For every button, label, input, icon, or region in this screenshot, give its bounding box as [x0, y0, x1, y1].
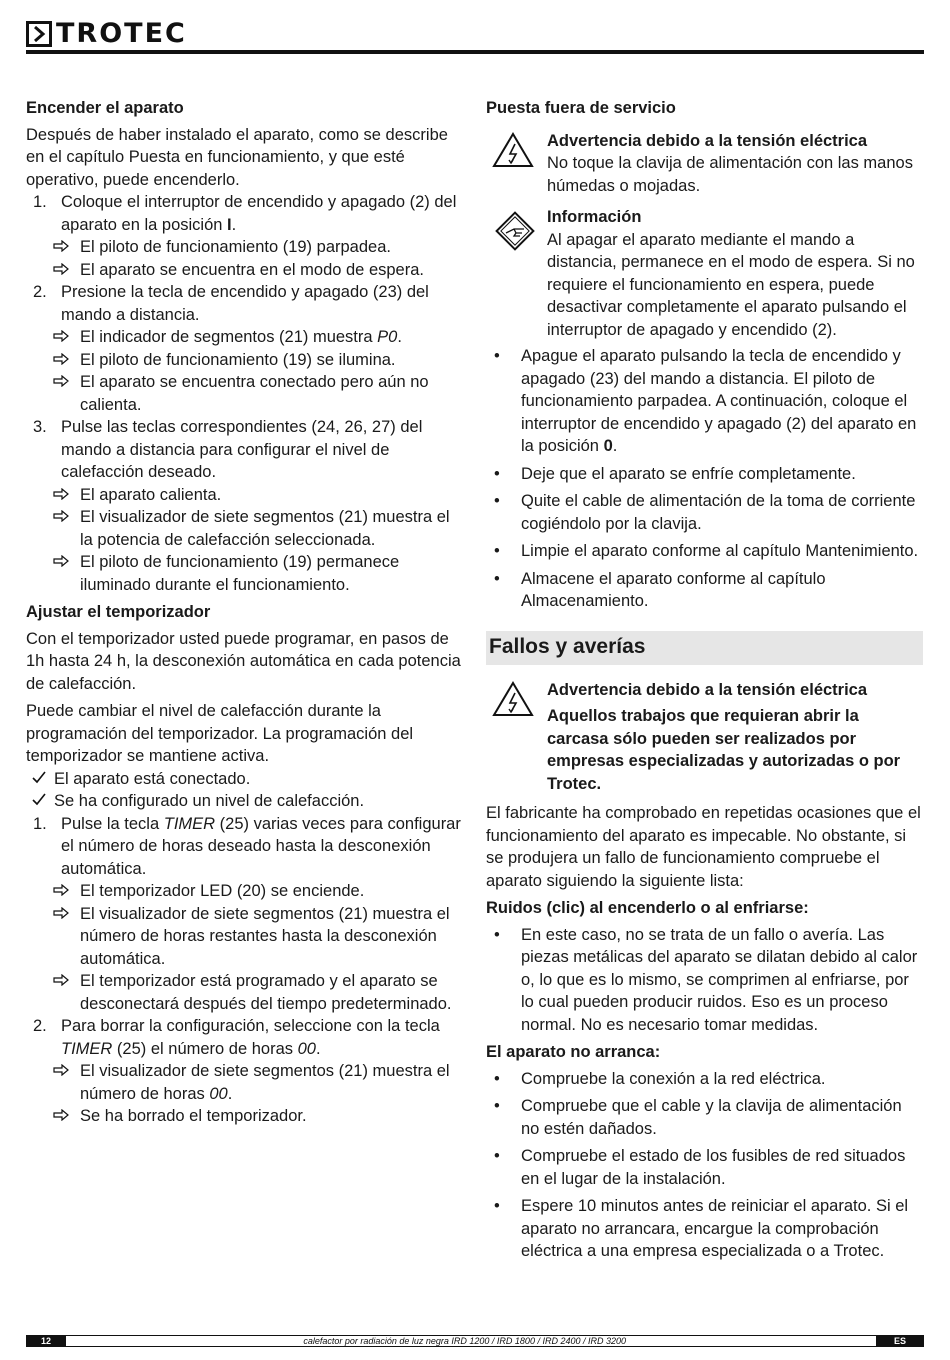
result-text: El temporizador está programado y el aparato se desconectará después del tiempo predeterminado. — [80, 972, 452, 1013]
list-item-text: Limpie el aparato conforme al capítulo Mantenimiento. — [521, 542, 919, 560]
footer-document-title: calefactor por radiación de luz negra IRD 1200 / IRD 1800 / IRD 2400 / IRD 3200 — [66, 1336, 876, 1346]
bullet-icon: • — [494, 1197, 500, 1215]
bullet-icon: • — [494, 347, 500, 365]
warning-notice — [486, 130, 923, 198]
list-item-text: Quite el cable de alimentación de la toma de corriente cogiéndolo por la clavija. — [521, 492, 916, 533]
result-text: El visualizador de siete segmentos (21) muestra el la potencia de calefacción seleccionada. — [80, 508, 450, 549]
result-text: El temporizador LED (20) se enciende. — [80, 882, 365, 900]
step-text — [61, 813, 466, 881]
result-text: El aparato se encuentra en el modo de espera. — [80, 260, 424, 279]
warning-title: Advertencia debido a la tensión eléctrica — [547, 680, 868, 699]
bullet-icon: • — [494, 569, 500, 588]
result-item — [26, 903, 466, 971]
arrow-right-outline-icon — [53, 1060, 80, 1105]
step-number: 1. — [33, 814, 47, 833]
info-text: Al apagar el aparato mediante el mando a distancia, permanece en el modo de espera. Si no requiere el funcionamiento en espera, puede desactivar completamente el aparato pulsando el interruptor de apagado y encendido (2). — [547, 230, 915, 339]
heading-encender: Encender el aparato — [26, 99, 184, 117]
step-text-end: . — [315, 1039, 321, 1058]
step-text-part: Coloque el interruptor de encendido y apagado (2) del aparato en la posición — [61, 193, 457, 234]
precondition-text: El aparato está conectado. — [54, 769, 251, 788]
list-item-text — [521, 345, 923, 458]
result-item — [26, 970, 466, 1015]
left-column — [26, 97, 466, 1128]
info-hand-icon — [486, 206, 547, 341]
step-item — [26, 191, 466, 236]
result-item — [26, 349, 466, 372]
step-number: 2. — [33, 283, 47, 301]
paragraph: Con el temporizador usted puede programar, en pasos de 1h hasta 24 h, la desconexión automática en cada potencia de calefacción. — [26, 629, 461, 693]
result-item — [26, 484, 466, 507]
arrow-right-outline-icon — [53, 1105, 80, 1128]
bullet-icon: • — [494, 1147, 500, 1165]
header-divider — [26, 50, 924, 54]
list-item — [486, 1095, 923, 1140]
bullet-icon: • — [494, 1097, 500, 1115]
info-notice — [486, 206, 923, 341]
arrow-right-outline-icon — [53, 326, 80, 349]
list-item — [486, 345, 923, 458]
bullet-icon: • — [494, 542, 500, 560]
list-item — [486, 568, 923, 613]
step-text — [61, 191, 466, 236]
bullet-icon: • — [494, 492, 500, 510]
step-item — [26, 1015, 466, 1060]
warning-notice — [486, 679, 923, 796]
list-item-text: Compruebe que el cable y la clavija de alimentación no estén dañados. — [521, 1097, 902, 1138]
warning-text: Aquellos trabajos que requieran abrir la carcasa sólo pueden ser realizados por empresas especializadas y autorizadas o por Trotec. — [547, 707, 901, 793]
step-number: 2. — [33, 1017, 47, 1035]
list-item — [486, 490, 923, 535]
electric-warning-icon — [486, 130, 547, 198]
step-item — [26, 813, 466, 881]
warning-title: Advertencia debido a la tensión eléctrica — [547, 131, 868, 150]
result-text: El aparato se encuentra conectado pero aún no calienta. — [80, 373, 429, 414]
list-item — [486, 1145, 923, 1190]
step-text-part: (25) varias veces para configurar el número de horas deseado hasta la desconexión automática. — [61, 814, 461, 878]
result-item — [26, 371, 466, 416]
paragraph: Puede cambiar el nivel de calefacción durante la programación del temporizador. La programación del temporizador se mantiene activa. — [26, 702, 414, 765]
list-item — [486, 1068, 923, 1091]
precondition-item — [26, 790, 466, 813]
page-number: 12 — [26, 1336, 66, 1346]
electric-warning-icon — [486, 679, 547, 796]
precondition-item — [26, 768, 466, 791]
result-text-italic: P0 — [377, 328, 398, 346]
step-item — [26, 416, 466, 484]
info-title: Información — [547, 208, 642, 226]
step-text — [61, 1015, 466, 1060]
result-item — [26, 1105, 466, 1128]
arrow-right-outline-icon — [53, 349, 80, 372]
section-heading-band — [486, 631, 923, 665]
step-number: 3. — [33, 418, 47, 436]
result-text-part: El visualizador de siete segmentos (21) muestra el número de horas — [80, 1062, 450, 1103]
brand-chevron-icon — [26, 21, 52, 47]
bullet-icon: • — [494, 925, 500, 944]
heading-no-arranca: El aparato no arranca: — [486, 1043, 661, 1061]
result-text — [80, 1060, 466, 1105]
bullet-icon: • — [494, 464, 500, 483]
warning-text: No toque la clavija de alimentación con las manos húmedas o mojadas. — [547, 154, 913, 195]
paragraph: Después de haber instalado el aparato, como se describe en el capítulo Puesta en funcionamiento, y que esté operativo, puede encenderlo. — [26, 125, 448, 189]
result-item — [26, 506, 466, 551]
result-item — [26, 880, 466, 903]
result-text — [80, 326, 466, 349]
result-text: El aparato calienta. — [80, 485, 222, 504]
bullet-icon: • — [494, 1069, 500, 1088]
arrow-right-outline-icon — [53, 970, 80, 1015]
list-text-part: Apague el aparato pulsando la tecla de encendido y apagado (23) del mando a distancia. El piloto de funcionamiento parpadea. A continuación, coloque el interruptor de encendido y apagado (2) del aparato en la posición — [521, 347, 917, 455]
list-text-bold: 0 — [603, 437, 613, 455]
result-text-end: . — [227, 1084, 233, 1103]
step-text-part: (25) el número de horas — [112, 1039, 298, 1058]
step-text-italic: TIMER — [163, 814, 216, 833]
arrow-right-outline-icon — [53, 880, 80, 903]
checkmark-icon — [32, 768, 54, 791]
result-text: El piloto de funcionamiento (19) parpadea. — [80, 238, 391, 256]
precondition-text: Se ha configurado un nivel de calefacción. — [54, 792, 365, 810]
checkmark-icon — [32, 790, 54, 813]
result-item — [26, 1060, 466, 1105]
list-item — [486, 463, 923, 486]
list-item-text: Almacene el aparato conforme al capítulo Almacenamiento. — [521, 569, 826, 610]
result-item — [26, 259, 466, 282]
result-text: Se ha borrado el temporizador. — [80, 1107, 307, 1125]
step-item — [26, 281, 466, 326]
page-footer — [26, 1335, 924, 1347]
step-text-italic: TIMER — [61, 1039, 113, 1058]
arrow-right-outline-icon — [53, 236, 80, 259]
result-text: El piloto de funcionamiento (19) se ilumina. — [80, 350, 396, 369]
paragraph: El fabricante ha comprobado en repetidas ocasiones que el funcionamiento del aparato es impecable. No obstante, si se produjera un fallo de funcionamiento compruebe el aparato siguiendo la siguiente lista: — [486, 804, 921, 890]
step-text: Pulse las teclas correspondientes (24, 26, 27) del mando a distancia para configurar el nivel de calefacción deseado. — [61, 418, 423, 481]
list-item-text: Compruebe el estado de los fusibles de red situados en el lugar de la instalación. — [521, 1147, 906, 1188]
arrow-right-outline-icon — [53, 371, 80, 416]
section-title: Fallos y averías — [489, 635, 646, 659]
result-item — [26, 551, 466, 596]
step-text-italic: 00 — [297, 1039, 316, 1058]
result-item — [26, 326, 466, 349]
list-item-text: En este caso, no se trata de un fallo o avería. Las piezas metálicas del aparato se dilatan debido al calor o, lo que es lo mismo, se comprimen al enfriarse, por lo cual pueden producir ruidos. Eso es un proceso normal. No es necesario tomar medidas. — [521, 925, 918, 1034]
footer-language: ES — [893, 1336, 906, 1346]
step-text: Presione la tecla de encendido y apagado (23) del mando a distancia. — [61, 283, 429, 324]
list-text-end: . — [612, 437, 618, 455]
result-text-italic: 00 — [209, 1084, 228, 1103]
step-number: 1. — [33, 193, 47, 211]
list-item-text: Deje que el aparato se enfríe completamente. — [521, 464, 856, 483]
right-column — [486, 97, 923, 1268]
list-item-text: Espere 10 minutos antes de reiniciar el aparato. Si el aparato no arrancara, encargue la comprobación eléctrica a una empresa especializada o a Trotec. — [521, 1197, 909, 1260]
result-item — [26, 236, 466, 259]
arrow-right-outline-icon — [53, 506, 80, 551]
list-item — [486, 924, 923, 1037]
step-text-end: . — [231, 215, 237, 234]
arrow-right-outline-icon — [53, 551, 80, 596]
brand-logo — [26, 20, 187, 48]
arrow-right-outline-icon — [53, 903, 80, 971]
step-text-part: Para borrar la configuración, seleccione con la tecla — [61, 1017, 440, 1035]
result-text-end: . — [397, 328, 402, 346]
arrow-right-outline-icon — [53, 259, 80, 282]
heading-ruidos: Ruidos (clic) al encenderlo o al enfriarse: — [486, 899, 809, 917]
result-text: El piloto de funcionamiento (19) permanece iluminado durante el funcionamiento. — [80, 553, 400, 594]
list-item — [486, 1195, 923, 1263]
list-item-text: Compruebe la conexión a la red eléctrica. — [521, 1069, 826, 1088]
brand-name: TROTEC — [56, 18, 187, 49]
step-text-part: Pulse la tecla — [61, 814, 164, 833]
result-text-part: El indicador de segmentos (21) muestra — [80, 328, 378, 346]
heading-puesta-fuera: Puesta fuera de servicio — [486, 99, 676, 117]
arrow-right-outline-icon — [53, 484, 80, 507]
heading-temporizador: Ajustar el temporizador — [26, 603, 211, 621]
list-item — [486, 540, 923, 563]
result-text: El visualizador de siete segmentos (21) muestra el número de horas restantes hasta la desconexión automática. — [80, 904, 450, 968]
step-text-bold: I — [227, 215, 232, 234]
